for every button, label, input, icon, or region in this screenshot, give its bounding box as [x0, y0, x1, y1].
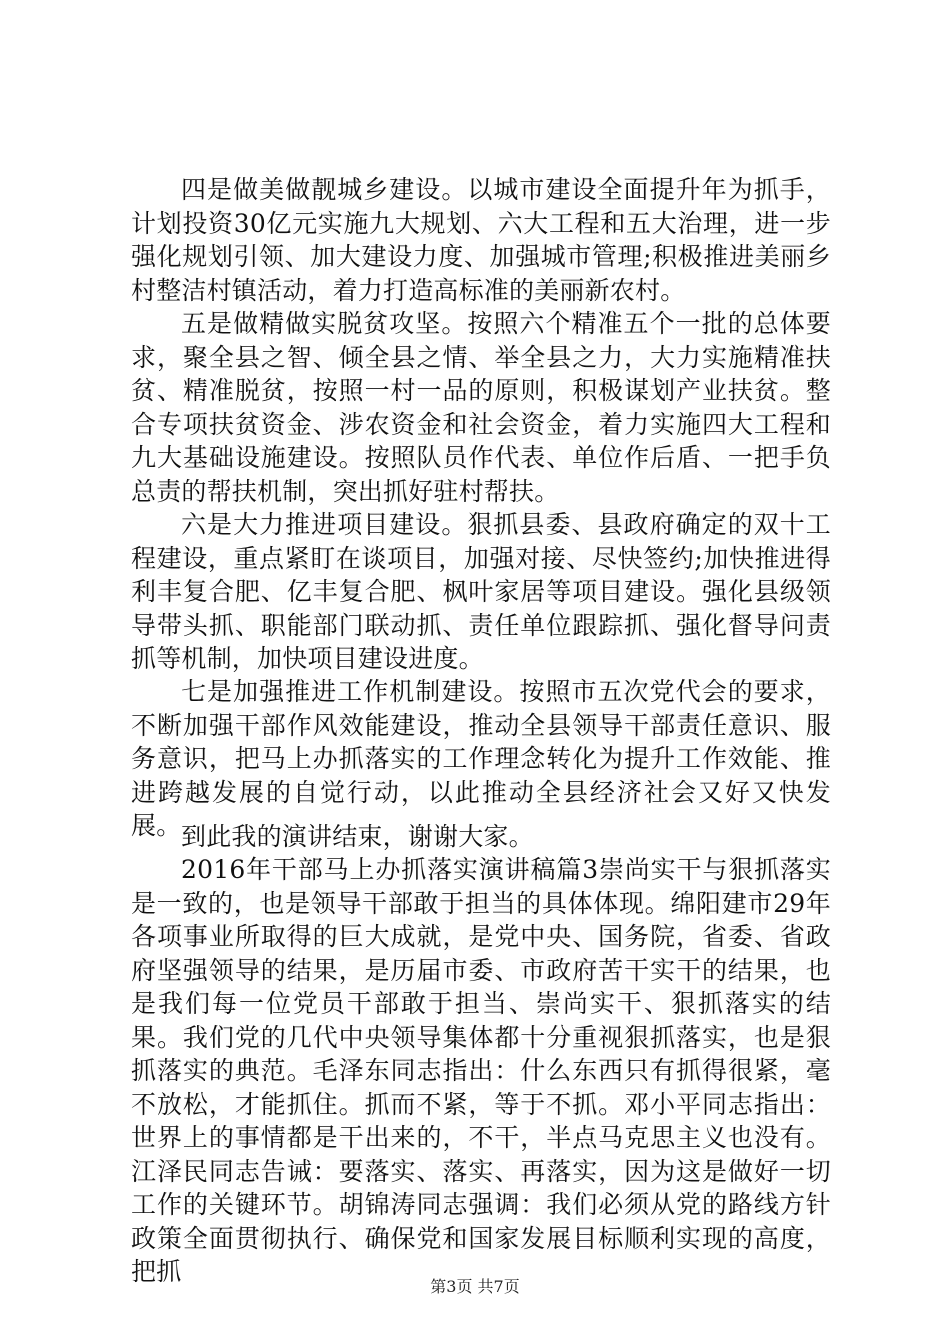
page-number-footer: 第3页 共7页	[430, 1277, 520, 1296]
paragraph-urban-rural-construction: 四是做美做靓城乡建设。以城市建设全面提升年为抓手，计划投资30亿元实施九大规划、六大工程和五大治理，进一步强化规划引领、加大建设力度、加强城市管理;积极推进美丽乡村整洁村镇活动，着力打造高标准的美丽新农村。	[131, 175, 831, 305]
paragraph-project-construction: 六是大力推进项目建设。狠抓县委、县政府确定的双十工程建设，重点紧盯在谈项目，加强对接、尽快签约;加快推进得利丰复合肥、亿丰复合肥、枫叶家居等项目建设。强化县级领导带头抓、职能部门联动抓、责任单位跟踪抓、强化督导问责抓等机制，加快项目建设进度。	[131, 510, 831, 673]
paragraph-closing-remark: 到此我的演讲结束，谢谢大家。	[181, 822, 534, 851]
paragraph-speech-3: 2016年干部马上办抓落实演讲稿篇3崇尚实干与狠抓落实是一致的，也是领导干部敢于担当的具体体现。绵阳建市29年各项事业所取得的巨大成就，是党中央、国务院，省委、省政府坚强领导的结果，是历届市委、市政府苦干实干的结果，也是我们每一位党员干部敢于担当、崇尚实干、狠抓落实的结果。我们党的几代中央领导集体都十分重视狠抓落实，也是狠抓落实的典范。毛泽东同志指出：什么东西只有抓得很紧，毫不放松，才能抓住。抓而不紧，等于不抓。邓小平同志指出：世界上的事情都是干出来的，不干，半点马克思主义也没有。江泽民同志告诫：要落实、落实、再落实，因为这是做好一切工作的关键环节。胡锦涛同志强调：我们必须从党的路线方针政策全面贯彻执行、确保党和国家发展目标顺利实现的高度，把抓	[131, 855, 831, 1286]
paragraph-work-mechanism: 七是加强推进工作机制建设。按照市五次党代会的要求，不断加强干部作风效能建设，推动全县领导干部责任意识、服务意识，把马上办抓落实的工作理念转化为提升工作效能、推进跨越发展的自觉行动，以此推动全县经济社会又好又快发展。	[131, 677, 831, 840]
paragraph-poverty-alleviation: 五是做精做实脱贫攻坚。按照六个精准五个一批的总体要求，聚全县之智、倾全县之情、举全县之力，大力实施精准扶贫、精准脱贫，按照一村一品的原则，积极谋划产业扶贫。整合专项扶贫资金、涉农资金和社会资金，着力实施四大工程和九大基础设施建设。按照队员作代表、单位作后盾、一把手负总责的帮扶机制，突出抓好驻村帮扶。	[131, 309, 831, 506]
